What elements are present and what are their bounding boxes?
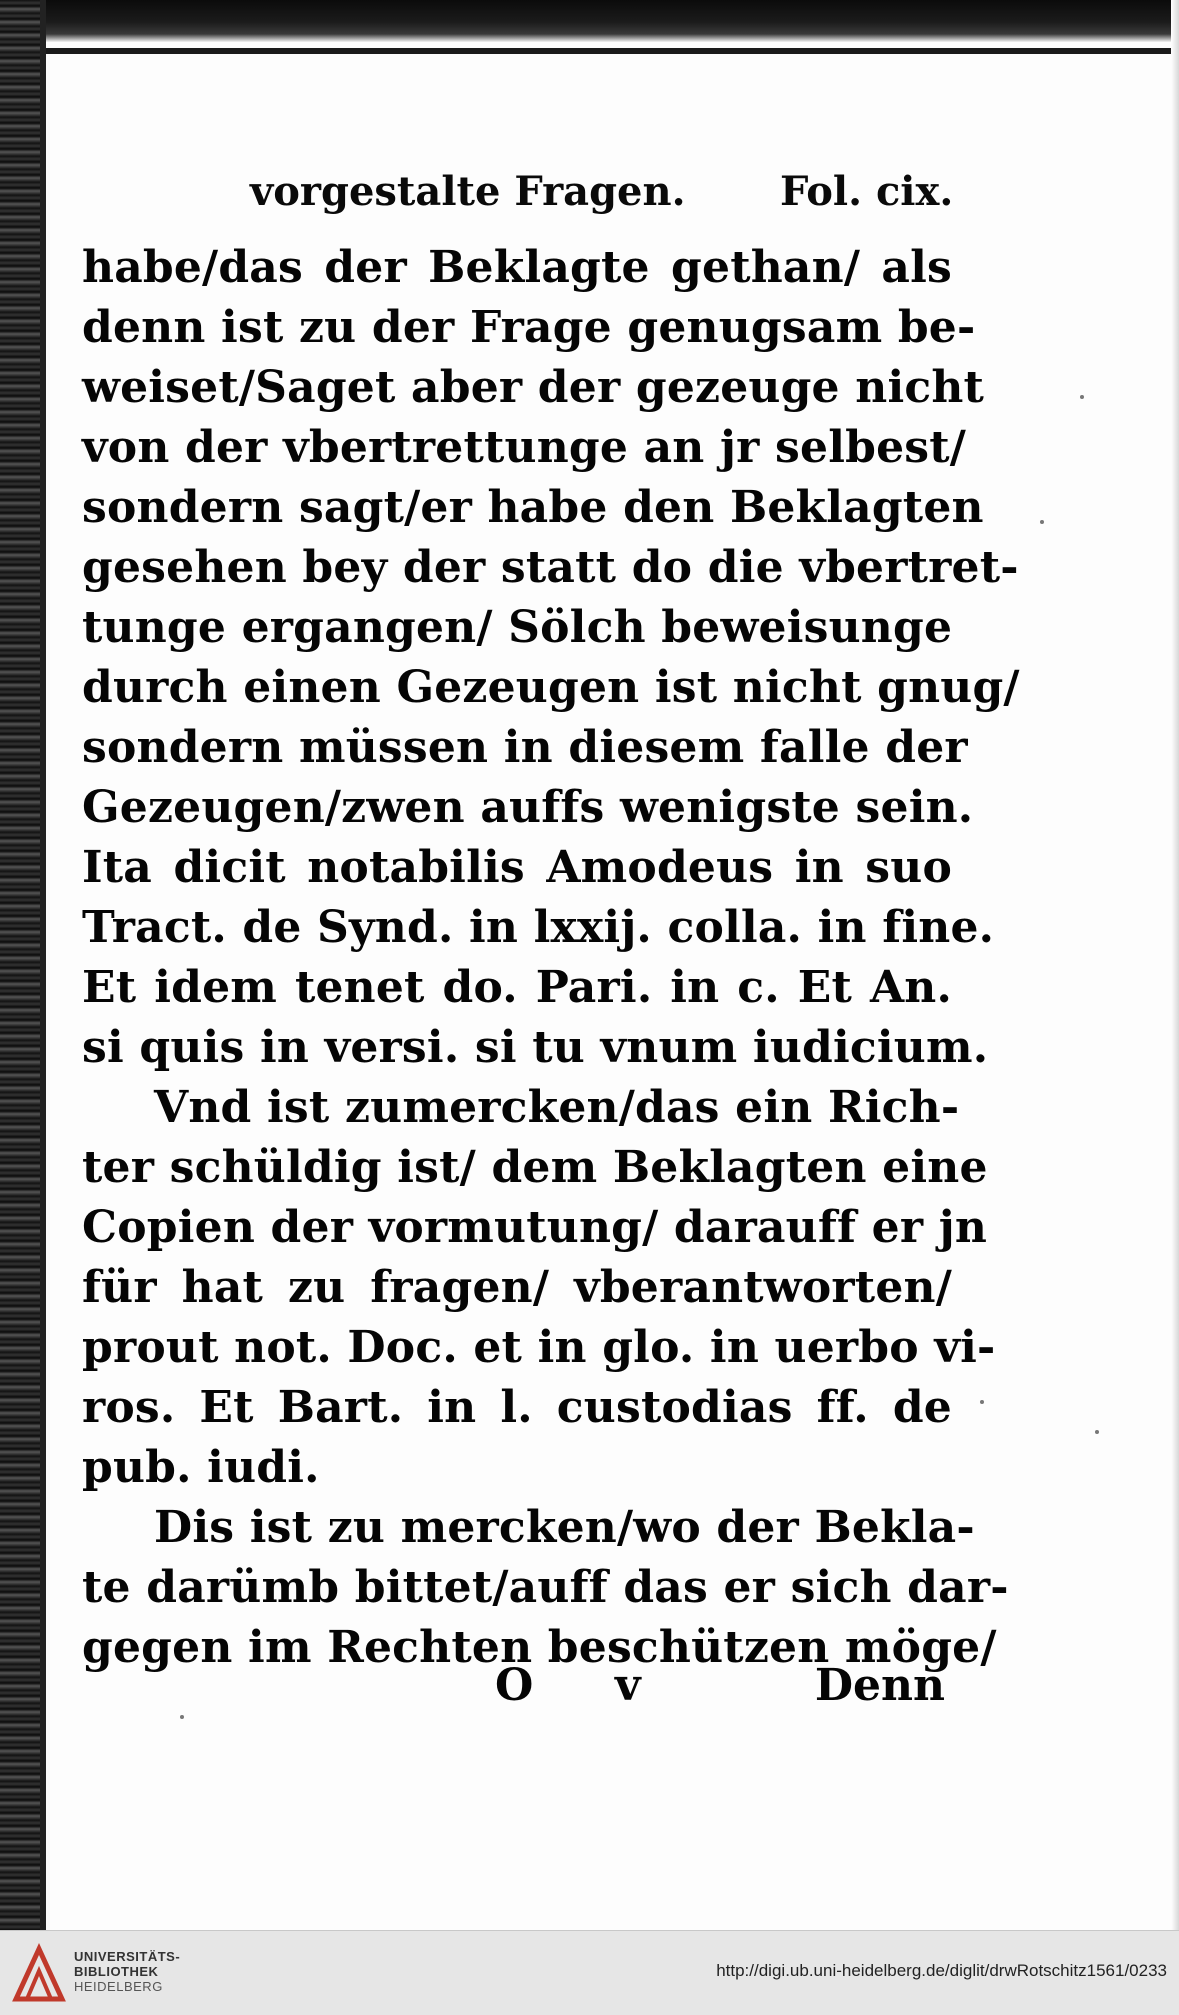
scan-speck	[1080, 395, 1084, 399]
library-name-line1: UNIVERSITÄTS-	[74, 1949, 181, 1964]
text-line: tunge ergangen/ Sölch beweisunge	[82, 602, 953, 653]
text-line: denn ist zu der Frage genugsam be-	[82, 302, 976, 353]
text-line: Ita dicit notabilis Amodeus in suo	[82, 842, 952, 893]
text-line: ter schüldig ist/ dem Beklagten eine	[82, 1142, 988, 1193]
scan-speck	[1040, 520, 1044, 524]
text-line: Dis ist zu mercken/wo der Bekla-	[154, 1502, 975, 1553]
running-head-title: vorgestalte Fragen.	[250, 168, 686, 215]
scan-right-edge	[1171, 0, 1179, 1930]
text-line: gesehen bey der statt do die vbertret-	[82, 542, 1019, 593]
running-head	[250, 168, 954, 228]
text-line: Vnd ist zumercken/das ein Rich-	[154, 1082, 960, 1133]
scan-speck	[1095, 1430, 1099, 1434]
text-line: für hat zu fragen/ vberantworten/	[82, 1262, 952, 1313]
scan-speck	[980, 1400, 984, 1404]
text-line: Et idem tenet do. Pari. in c. Et An.	[82, 962, 952, 1013]
scan-top-edge	[0, 0, 1179, 42]
library-name-line3: HEIDELBERG	[74, 1979, 163, 1994]
catchword: Denn	[814, 1660, 945, 1711]
signature-mark: O	[495, 1660, 534, 1711]
text-line: te darümb bittet/auff das er sich dar-	[82, 1562, 1009, 1613]
scan-left-edge	[0, 0, 40, 1930]
text-line: habe/das der Beklagte gethan/ als	[82, 242, 952, 293]
text-line: si quis in versi. si tu vnum iudicium.	[82, 1022, 989, 1073]
text-line: sondern sagt/er habe den Beklagten	[82, 482, 984, 533]
permalink-url[interactable]: http://digi.ub.uni-heidelberg.de/diglit/drwRotschitz1561/0233	[716, 1961, 1167, 1980]
library-name-line2: BIBLIOTHEK	[74, 1964, 159, 1979]
page-border-line	[40, 48, 1179, 54]
signature-subnumber: v	[615, 1660, 641, 1711]
text-line: Tract. de Synd. in lxxij. colla. in fine.	[82, 902, 995, 953]
text-line: prout not. Doc. et in glo. in uerbo vi-	[82, 1322, 996, 1373]
text-line: gegen im Rechten beschützen möge/	[82, 1622, 997, 1673]
text-line: Gezeugen/zwen auffs wenigste sein.	[82, 782, 974, 833]
text-line: durch einen Gezeugen ist nicht gnug/	[82, 662, 1020, 713]
text-line: ros. Et Bart. in l. custodias ff. de	[82, 1382, 952, 1433]
catchline	[495, 1660, 945, 1720]
library-logo-icon[interactable]	[12, 1943, 66, 2003]
viewer-footer	[0, 1930, 1179, 2015]
text-line: von der vbertrettunge an jr selbest/	[82, 422, 967, 473]
folio-number: Fol. cix.	[780, 168, 954, 215]
scan-speck	[180, 1715, 184, 1719]
library-name	[74, 1949, 180, 1994]
text-line: Copien der vormutung/ darauff er jn	[82, 1202, 988, 1253]
text-line: weiset/Saget aber der gezeuge nicht	[82, 362, 985, 413]
text-line: pub. iudi.	[82, 1442, 320, 1493]
body-text	[82, 238, 1020, 1678]
text-line: sondern müssen in diesem falle der	[82, 722, 968, 773]
